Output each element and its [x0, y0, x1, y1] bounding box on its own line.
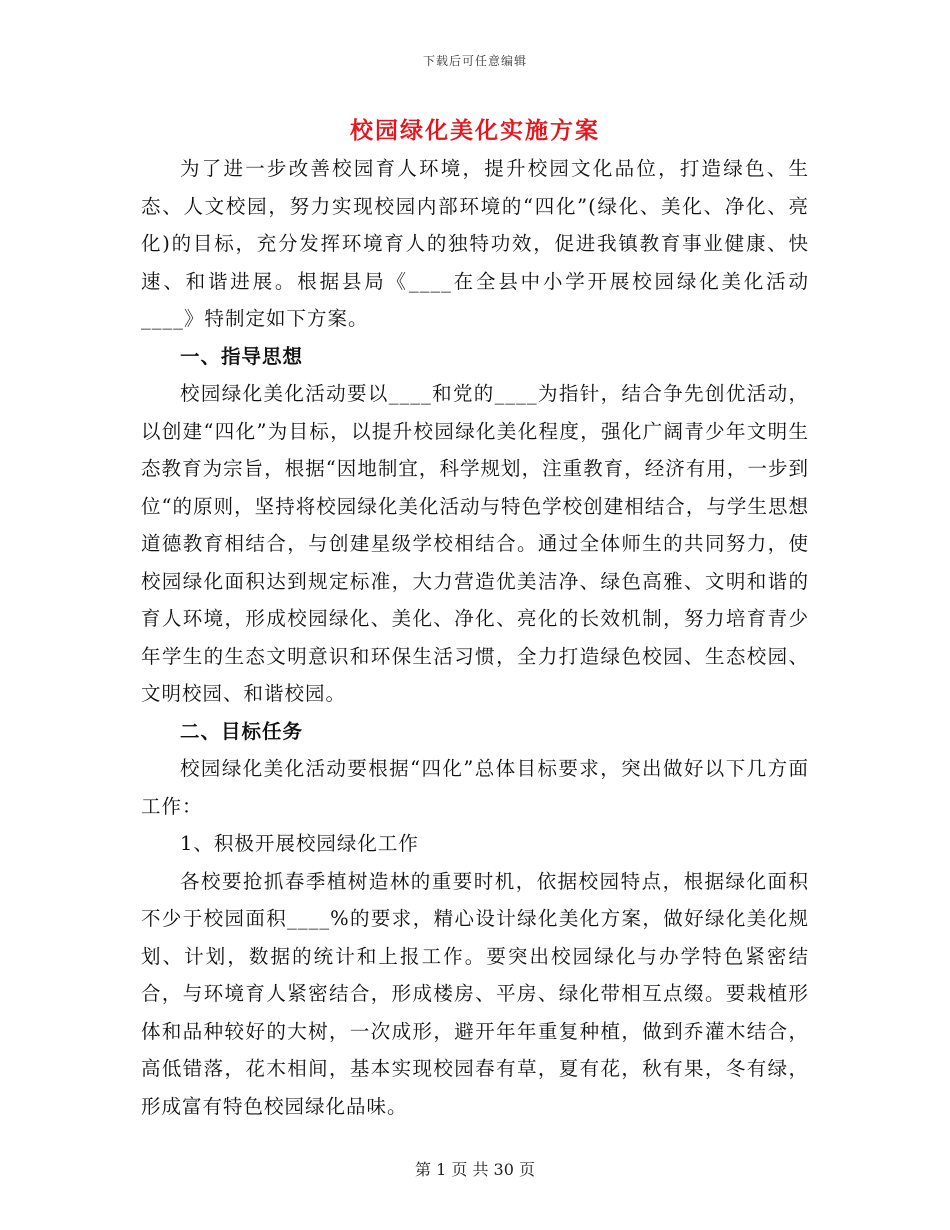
page-number-footer: 第 1 页 共 30 页 [415, 1160, 535, 1179]
section-heading-goals-tasks: 二、目标任务 [180, 719, 304, 743]
guiding-ideology-paragraph: 校园绿化美化活动要以____和党的____为指针，结合争先创优活动，以创建“四化”为目标，以提升校园绿化美化程度，强化广阔青少年文明生态教育为宗旨，根据“因地制宜，科学规划，注重教育，经济有用，一步到位“的原则，坚持将校园绿化美化活动与特色学校创建相结合，与学生思想道德教育相结合，与创建星级学校相结合。通过全体师生的共同努力，使校园绿化面积达到规定标准，大力营造优美洁净、绿色高雅、文明和谐的育人环境，形成校园绿化、美化、净化、亮化的长效机制，努力培育青少年学生的生态文明意识和环保生活习惯，全力打造绿色校园、生态校园、文明校园、和谐校园。 [141, 382, 809, 705]
intro-paragraph: 为了进一步改善校园育人环境，提升校园文化品位，打造绿色、生态、人文校园，努力实现校园内部环境的“四化”(绿化、美化、净化、亮化)的目标，充分发挥环境育人的独特功效，促进我镇教育事业健康、快速、和谐进展。根据县局《____在全县中小学开展校园绿化美化活动____》特制定如下方案。 [141, 157, 809, 330]
header-note: 下载后可任意编辑 [422, 54, 527, 68]
subsection-heading-greening: 1、积极开展校园绿化工作 [180, 832, 419, 855]
goals-tasks-paragraph: 校园绿化美化活动要根据“四化”总体目标要求，突出做好以下几方面工作： [141, 757, 809, 818]
document-title: 校园绿化美化实施方案 [350, 117, 600, 144]
document-body [141, 150, 809, 1125]
greening-paragraph: 各校要抢抓春季植树造林的重要时机，依据校园特点，根据绿化面积不少于校园面积____%的要求，精心设计绿化美化方案，做好绿化美化规划、计划，数据的统计和上报工作。要突出校园绿化与办学特色紧密结合，与环境育人紧密结合，形成楼房、平房、绿化带相互点缀。要栽植形体和品种较好的大树，一次成形，避开年年重复种植，做到乔灌木结合，高低错落，花木相间，基本实现校园春有草，夏有花，秋有果，冬有绿，形成富有特色校园绿化品味。 [141, 869, 809, 1118]
section-heading-guiding-ideology: 一、指导思想 [180, 344, 304, 368]
